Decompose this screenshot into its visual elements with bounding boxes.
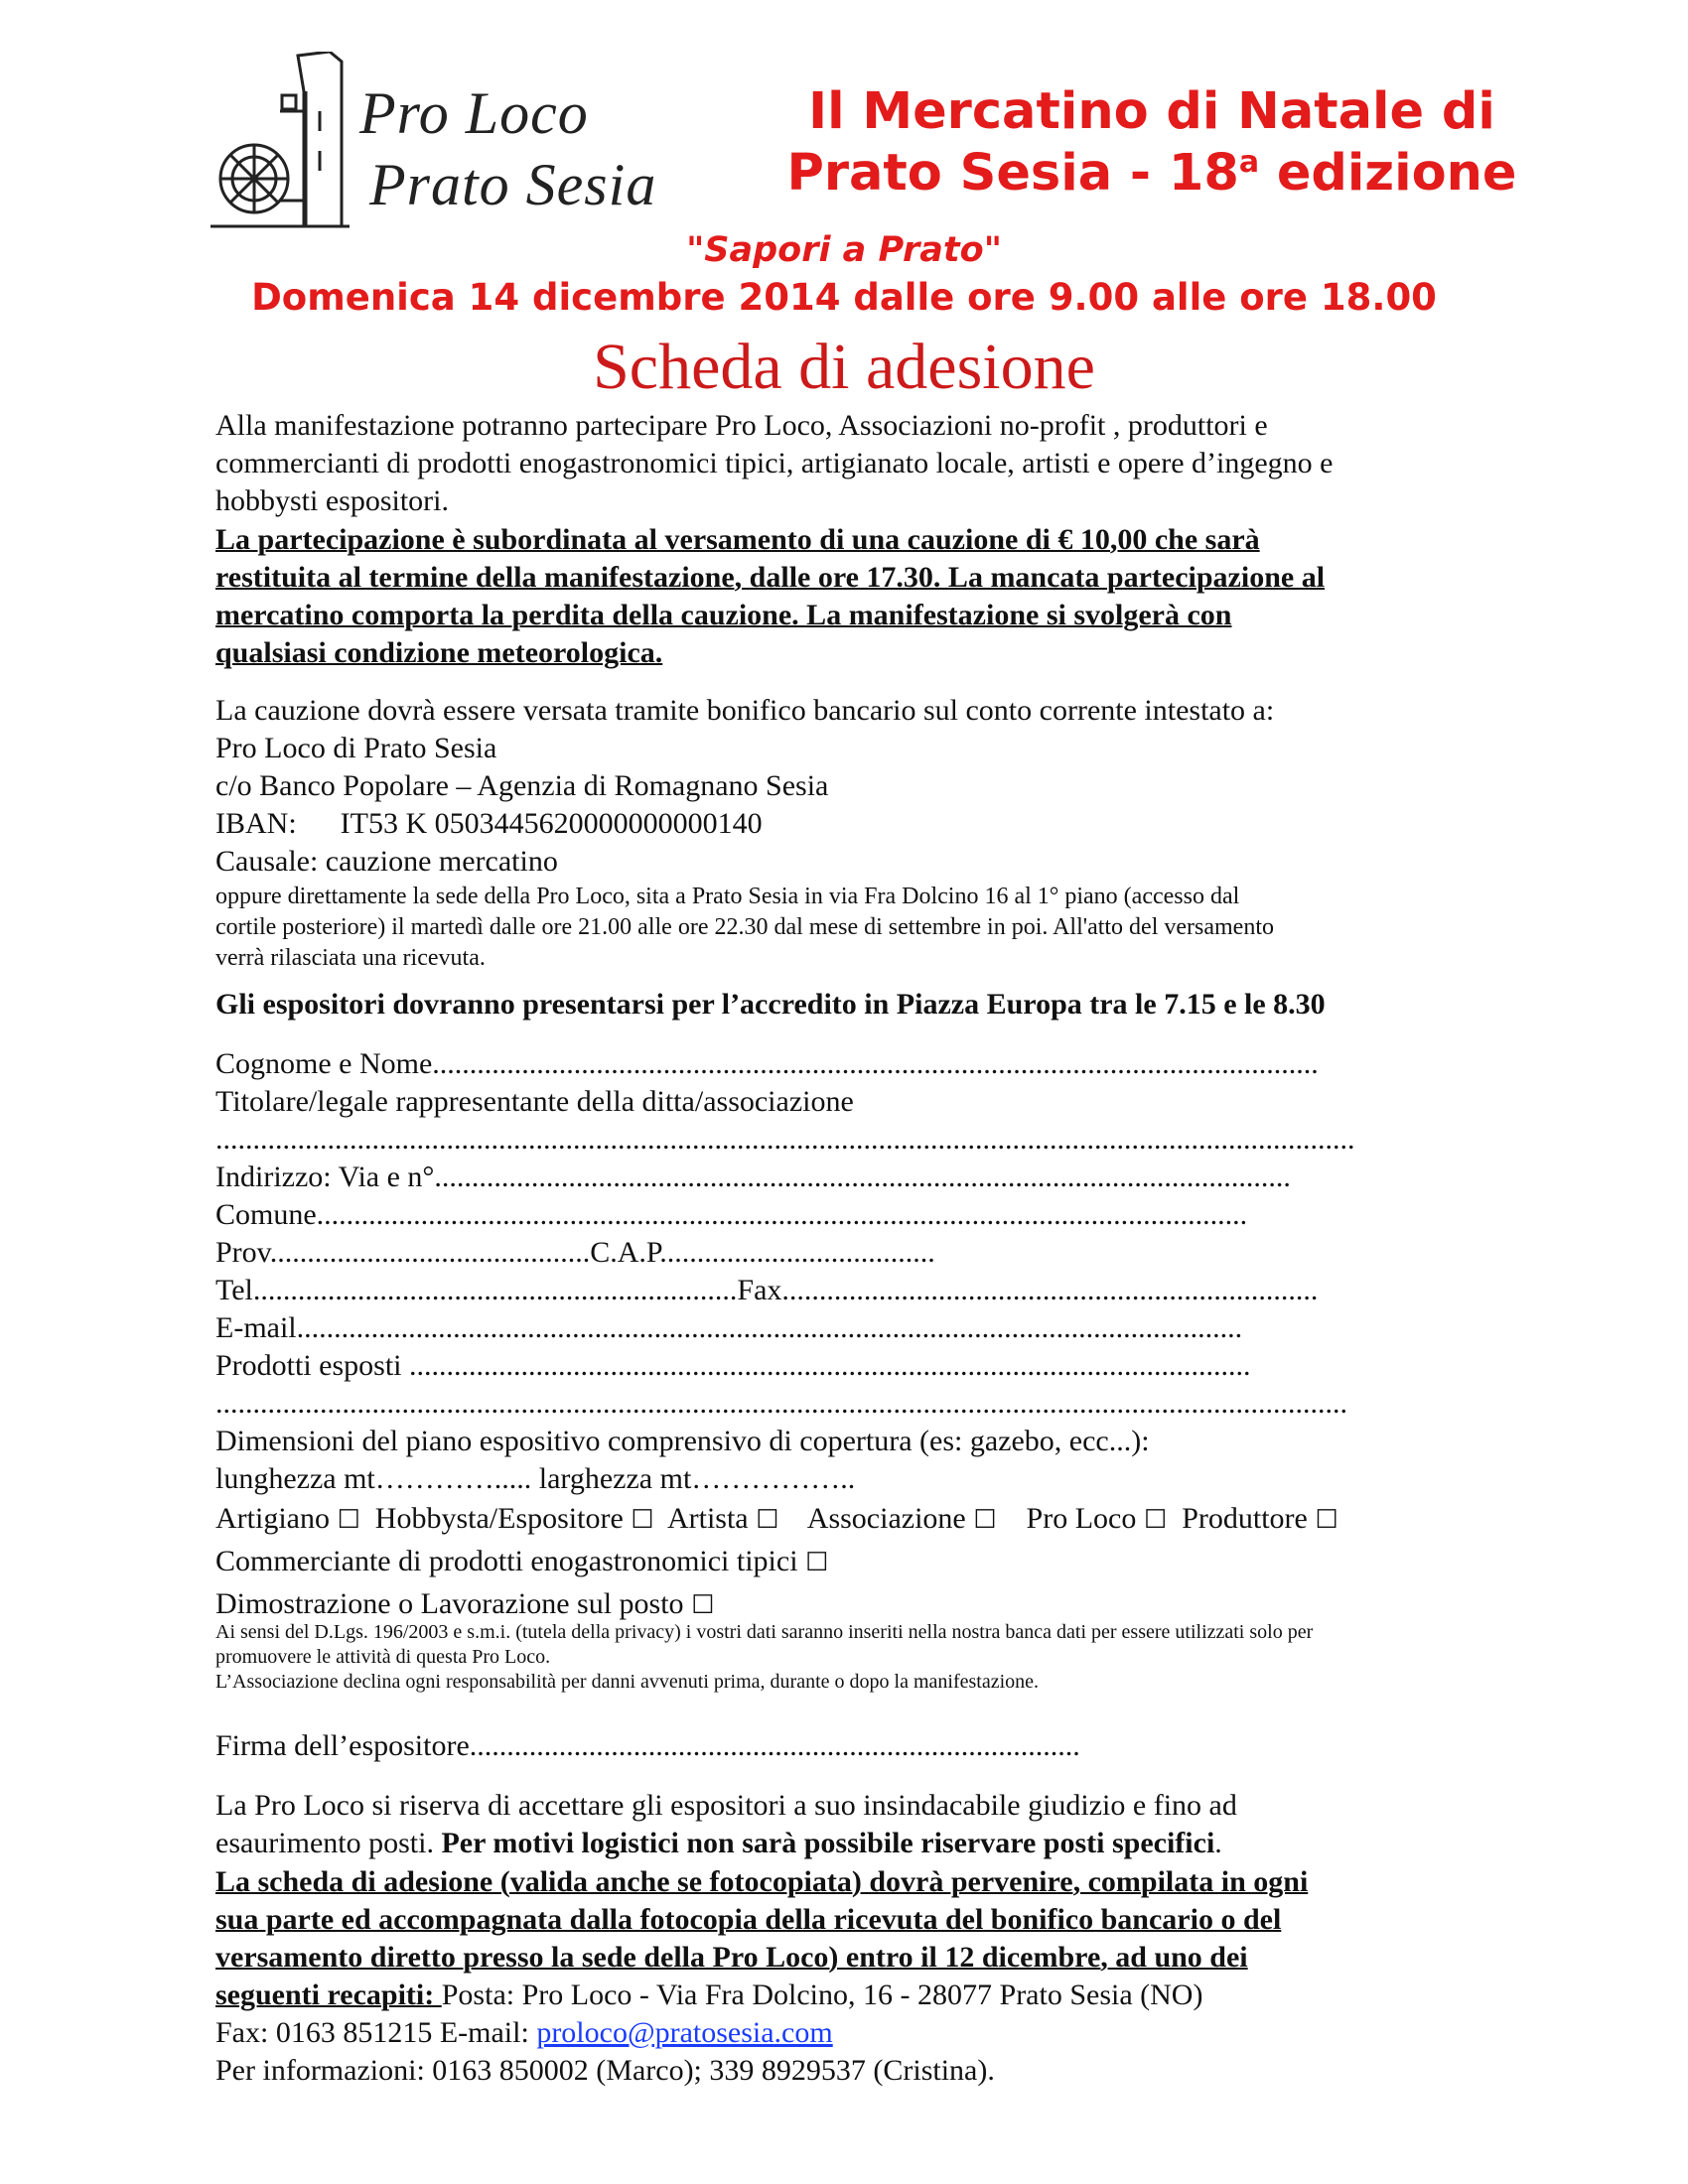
intro-line: commercianti di prodotti enogastronomici tipici, artigianato locale, artisti e opere d’ingegno e xyxy=(215,447,1334,479)
category-commerciante[interactable] xyxy=(215,1541,1486,1583)
privacy-notice xyxy=(215,1620,1486,1695)
reserve-line: La Pro Loco si riserva di accettare gli espositori a suo insindacabile giudizio e fino ad xyxy=(215,1789,1237,1822)
registration-form xyxy=(215,1045,1486,1626)
deposit-line: La partecipazione è subordinata al versamento di una cauzione di € 10,00 che sarà xyxy=(215,523,1260,556)
deposit-line: mercatino comporta la perdita della cauzione. La manifestazione si svolgerà con xyxy=(215,599,1232,631)
title-superscript: a xyxy=(1238,145,1260,180)
fax-email-row xyxy=(215,2014,1486,2052)
logo-text-line1: Pro Loco xyxy=(359,80,589,146)
intro-line: Alla manifestazione potranno partecipare Pro Loco, Associazioni no-profit , produttori e xyxy=(215,409,1268,442)
deposit-line: qualsiasi condizione meteorologica. xyxy=(215,636,663,669)
category-artigiano[interactable] xyxy=(215,1502,360,1535)
reserve-bold-text: Per motivi logistici non sarà possibile riservare posti specifici xyxy=(441,1827,1215,1859)
submission-line: La scheda di adesione (valida anche se fotocopiata) dovrà pervenire, compilata in ogni xyxy=(215,1865,1309,1898)
reserve-text: esaurimento posti. xyxy=(215,1827,442,1859)
contacts-address-row xyxy=(215,1977,1486,2014)
province-cap-field[interactable]: Prov...........................................C.A.P..................................... xyxy=(215,1236,935,1269)
address-field[interactable]: Indirizzo: Via e n°................................................................................................................... xyxy=(215,1160,1291,1193)
logo-text-line2: Prato Sesia xyxy=(369,152,657,217)
pro-loco-logo xyxy=(211,52,657,236)
payment-info xyxy=(215,692,1486,881)
privacy-line: L’Associazione declina ogni responsabilità per danni avvenuti prima, durante o dopo la manifestazione. xyxy=(215,1671,1040,1693)
title-line2-text: Prato Sesia - 18 xyxy=(786,144,1239,203)
privacy-line: promuovere le attività di questa Pro Loco. xyxy=(215,1646,551,1668)
account-holder: Pro Loco di Prato Sesia xyxy=(215,732,497,764)
reserve-line-2 xyxy=(215,1825,1486,1862)
category-row xyxy=(215,1498,1486,1541)
causale: Causale: cauzione mercatino xyxy=(215,845,558,878)
submission-line: sua parte ed accompagnata dalla fotocopia della ricevuta del bonifico bancario o del xyxy=(215,1903,1282,1936)
owner-field[interactable]: ......................................................................................................................................................... xyxy=(215,1123,1355,1156)
products-field[interactable]: Prodotti esposti ................................................................................................................. xyxy=(215,1349,1251,1382)
intro-paragraph xyxy=(215,407,1486,520)
category-produttore[interactable] xyxy=(1182,1502,1337,1535)
checkbox-icon[interactable]: ☐ xyxy=(756,1505,779,1535)
deposit-notice xyxy=(215,521,1486,672)
info-phones: Per informazioni: 0163 850002 (Marco); 339 8929537 (Cristina). xyxy=(215,2054,995,2087)
title-line2-end: edizione xyxy=(1259,144,1517,203)
form-heading: Scheda di adesione xyxy=(593,331,1095,403)
category-label: Artigiano xyxy=(215,1502,330,1535)
category-label: Pro Loco xyxy=(1026,1502,1137,1535)
category-label: Produttore xyxy=(1182,1502,1308,1535)
products-field-continued[interactable]: ........................................................................................................................................................ xyxy=(215,1387,1347,1420)
phone-fax-field[interactable]: Tel.................................................................Fax........................................................................ xyxy=(215,1274,1319,1306)
page-title xyxy=(655,81,1648,205)
checkbox-icon[interactable]: ☐ xyxy=(1315,1505,1338,1535)
payment-alt-line: verrà rilasciata una ricevuta. xyxy=(215,945,486,971)
dimensions-label: Dimensioni del piano espositivo comprensivo di copertura (es: gazebo, ecc...): xyxy=(215,1425,1150,1457)
recapiti-label: seguenti recapiti: xyxy=(215,1979,442,2011)
city-field[interactable]: Comune............................................................................................................................. xyxy=(215,1198,1248,1231)
submission-notice xyxy=(215,1863,1486,1977)
signature-field[interactable]: Firma dell’espositore.................................................................................. xyxy=(215,1729,1080,1762)
category-label: Artista xyxy=(666,1502,749,1535)
contacts xyxy=(215,1977,1486,2090)
payment-alt-line: cortile posteriore) il martedì dalle ore 21.00 alle ore 22.30 dal mese di settembre in poi. All'atto del versamento xyxy=(215,914,1274,940)
length-width-field[interactable]: lunghezza mt…………..... larghezza mt…………….. xyxy=(215,1462,856,1495)
category-label: Dimostrazione o Lavorazione sul posto xyxy=(215,1587,684,1620)
category-hobbysta[interactable] xyxy=(375,1502,654,1535)
fax-text: Fax: 0163 851215 E-mail: xyxy=(215,2016,537,2049)
name-field[interactable]: Cognome e Nome....................................................................................................................... xyxy=(215,1047,1319,1080)
payment-alt-line: oppure direttamente la sede della Pro Loco, sita a Prato Sesia in via Fra Dolcino 16 al 1° piano (accesso dal xyxy=(215,884,1240,909)
accreditation-note: Gli espositori dovranno presentarsi per l’accredito in Piazza Europa tra le 7.15 e le 8.30 xyxy=(215,988,1326,1021)
reserve-paragraph xyxy=(215,1787,1486,1862)
title-line2 xyxy=(655,143,1648,205)
checkbox-icon[interactable]: ☐ xyxy=(1143,1505,1168,1535)
payment-alternative xyxy=(215,882,1486,974)
postal-address: Posta: Pro Loco - Via Fra Dolcino, 16 - 28077 Prato Sesia (NO) xyxy=(441,1979,1203,2011)
iban-value: IT53 K 0503445620000000000140 xyxy=(340,807,763,840)
owner-field-label: Titolare/legale rappresentante della ditta/associazione xyxy=(215,1085,854,1118)
category-label: Hobbysta/Espositore xyxy=(374,1502,624,1535)
email-link[interactable]: proloco@pratosesia.com xyxy=(536,2016,833,2049)
event-subtitle: "Sapori a Prato" xyxy=(686,230,1002,270)
deposit-line: restituita al termine della manifestazione, dalle ore 17.30. La mancata partecipazione al xyxy=(215,561,1326,594)
title-line1: Il Mercatino di Natale di xyxy=(808,82,1495,141)
checkbox-icon[interactable]: ☐ xyxy=(805,1548,829,1577)
bank-name: c/o Banco Popolare – Agenzia di Romagnano Sesia xyxy=(215,769,829,802)
privacy-line: Ai sensi del D.Lgs. 196/2003 e s.m.i. (tutela della privacy) i vostri dati saranno inseriti nella nostra banca dati per essere utilizzati solo per xyxy=(215,1621,1314,1643)
payment-intro: La cauzione dovrà essere versata tramite bonifico bancario sul conto corrente intestato a: xyxy=(215,694,1275,727)
checkbox-icon[interactable]: ☐ xyxy=(631,1505,654,1535)
checkbox-icon[interactable]: ☐ xyxy=(973,1505,997,1535)
category-pro-loco[interactable] xyxy=(1027,1502,1168,1535)
iban-row xyxy=(215,805,1486,843)
intro-line: hobbysti espositori. xyxy=(215,484,450,517)
checkbox-icon[interactable]: ☐ xyxy=(691,1590,715,1620)
category-label: Associazione xyxy=(806,1502,966,1535)
event-date: Domenica 14 dicembre 2014 dalle ore 9.00 alle ore 18.00 xyxy=(251,276,1437,319)
reserve-end: . xyxy=(1214,1827,1222,1859)
submission-line: versamento diretto presso la sede della Pro Loco) entro il 12 dicembre, ad uno dei xyxy=(215,1941,1248,1974)
email-field[interactable]: E-mail............................................................................................................................... xyxy=(215,1311,1243,1344)
category-label: Commerciante di prodotti enogastronomici tipici xyxy=(215,1545,798,1577)
category-associazione[interactable] xyxy=(807,1502,997,1535)
category-artista[interactable] xyxy=(667,1502,778,1535)
iban-label: IBAN: xyxy=(215,807,297,840)
checkbox-icon[interactable]: ☐ xyxy=(337,1505,360,1535)
